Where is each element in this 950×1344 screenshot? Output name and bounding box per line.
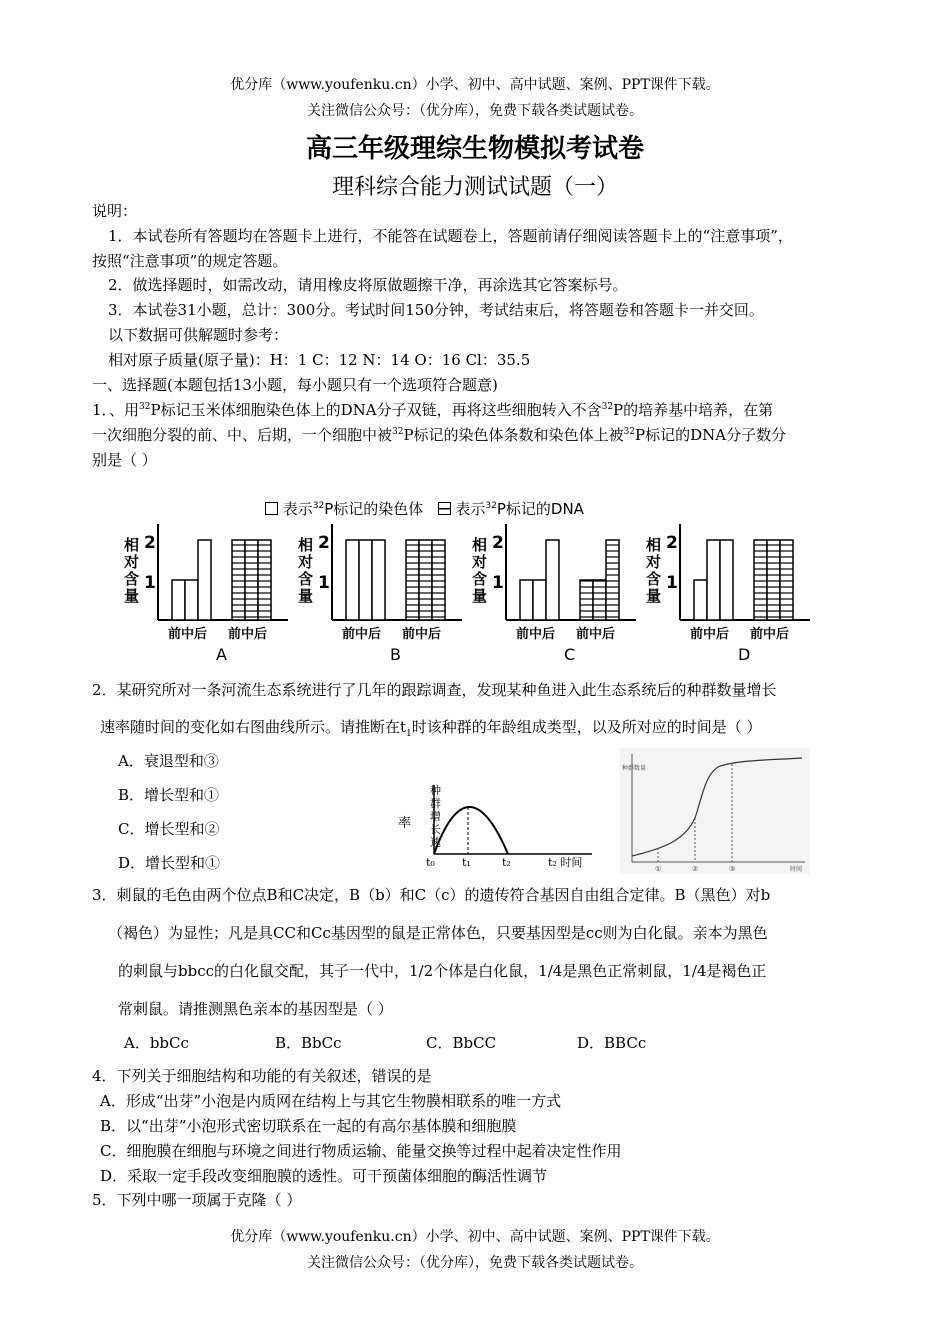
t0-label: t₀ [426,856,435,868]
panel-A-ytick-1: 1 [144,573,156,593]
instructions-label: 说明： [92,202,138,220]
q1-line-3: 别是（ ） [92,451,157,469]
dna-bar [232,540,245,620]
q3-line-1: 3．刺鼠的毛色由两个位点B和C决定，B（b）和C（c）的遗传符合基因自由组合定律。B（黑色）对b [92,886,771,904]
panel-A-ylabel-char: 对 [124,553,140,571]
q3-option-d: D．BBCc [577,1034,647,1052]
panel-C-xgroup-dna: 前中后 [576,627,616,642]
q2-option-d: D．增长型和① [118,854,221,872]
dna-bar [258,540,271,620]
ylabel-char-1: 种 [430,784,441,797]
panel-A-ylabel-char: 含 [124,570,140,588]
panel-D-ylabel-char: 量 [646,587,662,605]
panel-C-xgroup-chromosome: 前中后 [516,627,556,642]
figure-bg [620,748,810,874]
population-figure [620,748,810,874]
legend-box-chromosome [265,502,278,515]
time-axis-label: t₂ 时间 [548,856,583,868]
panel-D-ylabel-char: 对 [646,553,662,571]
chromosome-bar [720,540,733,620]
ylabel-char-4: 长 [430,823,441,836]
dna-bar [406,540,419,620]
q1-legend: 表示$^{32}$P标记的染色体 表示$^{32}$P标记的DNA [265,498,584,519]
t1-label: t₁ [462,856,471,868]
header-line-1: 优分库（www.youfenku.cn）小学、初中、高中试题、案例、PPT课件下载。 [230,77,720,93]
footer-line-1: 优分库（www.youfenku.cn）小学、初中、高中试题、案例、PPT课件下载。 [230,1229,720,1245]
dna-bar [606,540,619,620]
dna-bar [767,540,780,620]
panel-B-label: B [390,645,401,664]
mark-3: ③ [729,865,736,873]
instruction-2: 2．做选择题时，如需改动，请用橡皮将原做题擦干净，再涂选其它答案标号。 [108,276,628,294]
dna-bar [754,540,767,620]
panel-C-ytick-2: 2 [492,533,504,553]
panel-C-ylabel-char: 相 [472,536,488,554]
q2-line-1: 2．某研究所对一条河流生态系统进行了几年的跟踪调查，发现某种鱼进入此生态系统后的种群数量增长 [92,681,777,699]
panel-A-ytick-2: 2 [144,533,156,553]
q5-stem: 5．下列中哪一项属于克隆（ ） [92,1191,302,1209]
panel-B-ylabel-char: 含 [298,570,314,588]
q1-line-1: 1．、用$^{32}$P标记玉米体细胞染色体上的DNA分子双链，再将这些细胞转入不含$^{32}$P的培养基中培养，在第 [92,401,774,419]
ylabel-char-3: 增 [430,810,441,823]
chromosome-bar [694,580,707,620]
panel-A-xgroup-chromosome: 前中后 [168,627,208,642]
q2-option-a: A．衰退型和③ [118,752,219,770]
panel-D-xgroup-dna: 前中后 [750,627,790,642]
panel-B-ytick-1: 1 [318,573,330,593]
q2-option-b: B．增长型和① [118,786,220,804]
chromosome-bar [185,580,198,620]
t2-label: t₂ [502,856,511,868]
q3-line-2: （褐色）为显性；凡是具CC和Cc基因型的鼠是正常体色，只要基因型是cc则为白化鼠。亲本为黑色 [108,924,768,942]
ylabel-char-2: 群 [430,797,441,810]
q2-option-c: C．增长型和② [118,820,220,838]
panel-D-ylabel-char: 相 [646,536,662,554]
q4-stem: 4．下列关于细胞结构和功能的有关叙述，错误的是 [92,1067,432,1085]
chromosome-bar [172,580,185,620]
panel-B-xgroup-chromosome: 前中后 [342,627,382,642]
q4-option-c: C．细胞膜在细胞与环境之间进行物质运输、能量交换等过程中起着决定性作用 [100,1142,622,1160]
chromosome-bar [198,540,211,620]
q3-line-4: 常刺鼠。请推测黑色亲本的基因型是（ ） [118,1000,393,1018]
page-subtitle: 理科综合能力测试试题（一） [331,175,618,200]
panel-A-ylabel-char: 量 [124,587,140,605]
q4-option-a: A．形成“出芽”小泡是内质网在结构上与其它生物膜相联系的唯一方式 [100,1092,562,1110]
ylabel-char-5: 速 [430,836,441,849]
section-heading: 一、选择题(本题包括13小题，每小题只有一个选项符合题意) [92,376,498,394]
instruction-3: 3．本试卷31小题，总计：300分。考试时间150分钟，考试结束后，将答题卷和答题卡一并交回。 [108,301,764,319]
page-title: 高三年级理综生物模拟考试卷 [305,134,644,164]
panel-D-ylabel-char: 含 [646,570,662,588]
panel-D-ytick-1: 1 [666,573,678,593]
q3-option-a: A．bbCc [124,1034,189,1052]
panel-C-ylabel-char: 含 [472,570,488,588]
panel-B-ylabel-char: 对 [298,553,314,571]
data-intro: 以下数据可供解题时参考： [108,326,289,344]
legend-box-dna [438,502,451,515]
dna-bar [432,540,445,620]
panel-B-xgroup-dna: 前中后 [402,627,442,642]
pop-ylabel: 种群数量 [622,765,647,772]
dna-bar [593,580,606,620]
panel-D-label: D [738,645,751,664]
rate-label: 率 [398,816,412,831]
atomic-mass: 相对原子质量(原子量)：H：1 C：12 N：14 O：16 Cl：35.5 [108,351,531,369]
panel-C-ylabel-char: 对 [472,553,488,571]
q4-option-d: D．采取一定手段改变细胞膜的透性。可干预菌体细胞的酶活性调节 [100,1167,548,1185]
q2-line-2: 速率随时间的变化如右图曲线所示。请推断在$t_1$时该种群的年龄组成类型，以及所对应的时间是（ ） [100,718,762,739]
chromosome-bar [533,580,546,620]
chromosome-bar [359,540,372,620]
chromosome-bar [520,580,533,620]
panel-D-ytick-2: 2 [666,533,678,553]
pop-xlabel: 时间 [790,866,803,873]
q3-option-b: B．BbCc [275,1034,342,1052]
q1-bar-charts [110,518,810,668]
q1-line-2: 一次细胞分裂的前、中、后期，一个细胞中被$^{32}$P标记的染色体条数和染色体上被$^{32}$P标记的DNA分子数分 [92,426,787,444]
chromosome-bar [346,540,359,620]
dna-bar [780,540,793,620]
footer-line-2: 关注微信公众号：（优分库），免费下载各类试题试卷。 [307,1255,643,1271]
panel-C-label: C [564,645,576,664]
mark-2: ② [692,865,699,873]
panel-C-ytick-1: 1 [492,573,504,593]
panel-B-ylabel-char: 相 [298,536,314,554]
instruction-1b: 按照“注意事项”的规定答题。 [92,252,288,270]
mark-1: ① [655,865,662,873]
q3-option-c: C．BbCC [426,1034,497,1052]
chromosome-bar [546,540,559,620]
header-line-2: 关注微信公众号：（优分库），免费下载各类试题试卷。 [307,103,643,119]
dna-bar [245,540,258,620]
growth-rate-figure [420,780,600,868]
dna-bar [419,540,432,620]
chromosome-bar [372,540,385,620]
dna-bar [580,580,593,620]
rate-curve [434,807,508,854]
panel-C-ylabel-char: 量 [472,587,488,605]
panel-D-xgroup-chromosome: 前中后 [690,627,730,642]
panel-A-ylabel-char: 相 [124,536,140,554]
instruction-1a: 1．本试卷所有答题均在答题卡上进行，不能答在试题卷上，答题前请仔细阅读答题卡上的“注意事项”， [108,227,793,245]
q3-line-3: 的刺鼠与bbcc的白化鼠交配，其子一代中，1/2个体是白化鼠，1/4是黑色正常刺鼠，1/4是褐色正 [118,962,767,980]
chromosome-bar [707,540,720,620]
panel-B-ylabel-char: 量 [298,587,314,605]
q4-option-b: B．以“出芽”小泡形式密切联系在一起的有高尔基体膜和细胞膜 [100,1117,517,1135]
panel-A-xgroup-dna: 前中后 [228,627,268,642]
panel-A-label: A [216,645,227,664]
panel-B-ytick-2: 2 [318,533,330,553]
